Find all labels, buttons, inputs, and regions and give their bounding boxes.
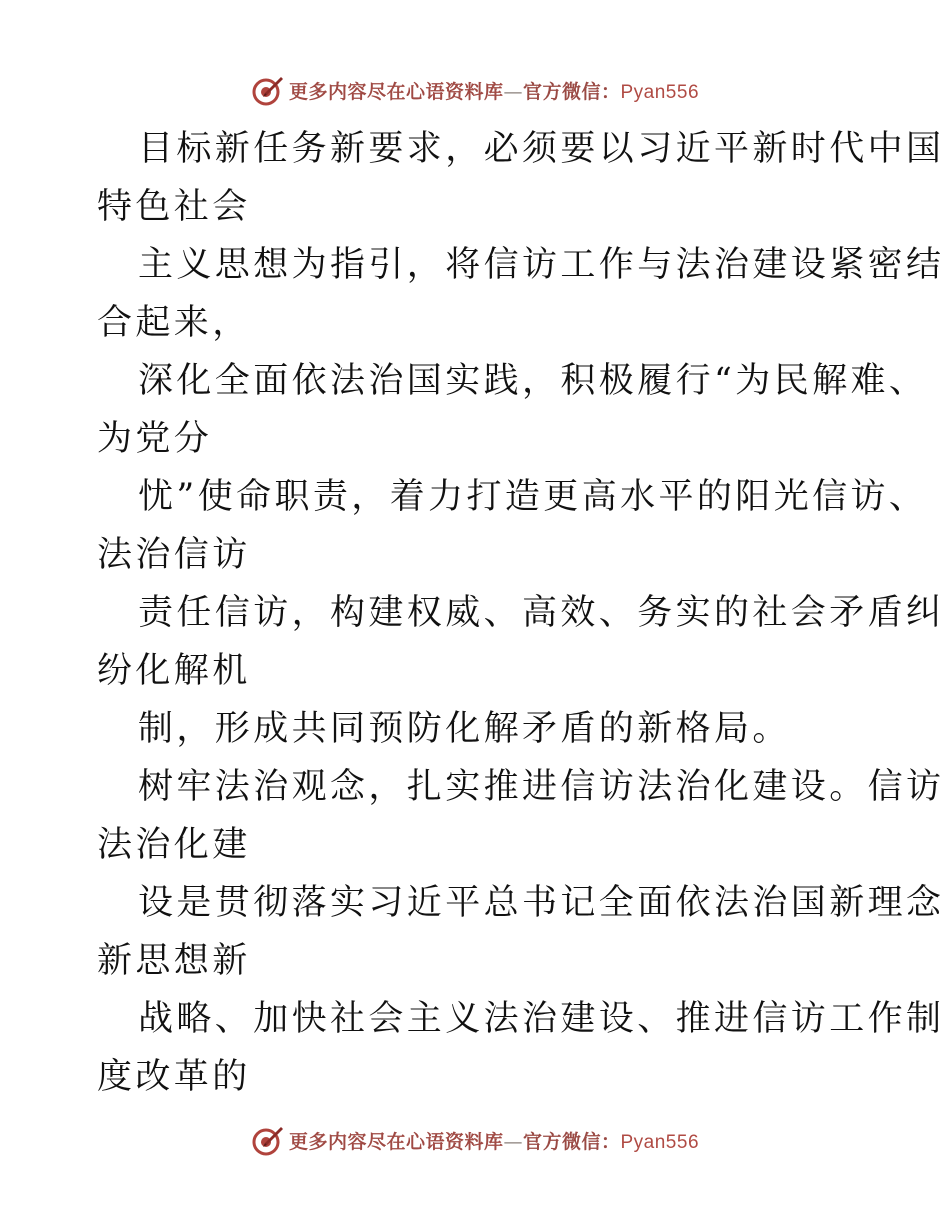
body-line: 特色社会 bbox=[97, 187, 251, 227]
body-line: 目标新任务新要求，必须要以习近平新时代中国 bbox=[138, 129, 945, 169]
banner-contact-id: Pyan556 bbox=[620, 1131, 700, 1153]
body-line: 设是贯彻落实习近平总书记全面依法治国新理念 bbox=[138, 883, 945, 923]
banner-link-text[interactable]: 更多内容尽在心语资料库 bbox=[288, 80, 504, 103]
body-line: 主义思想为指引，将信访工作与法治建设紧密结 bbox=[138, 245, 945, 285]
body-line: 合起来， bbox=[97, 303, 251, 343]
body-line: 战略、加快社会主义法治建设、推进信访工作制 bbox=[138, 999, 945, 1039]
body-line: 法治化建 bbox=[97, 825, 251, 865]
header-banner[interactable] bbox=[0, 70, 950, 110]
pen-logo-icon bbox=[251, 1123, 285, 1157]
body-line: 忧”使命职责，着力打造更高水平的阳光信访、 bbox=[138, 477, 928, 517]
body-line: 树牢法治观念，扎实推进信访法治化建设。信访 bbox=[138, 767, 945, 807]
pen-logo-icon bbox=[251, 73, 285, 107]
body-line: 新思想新 bbox=[97, 941, 251, 981]
banner-contact-label: 官方微信： bbox=[522, 1130, 621, 1153]
banner-separator: — bbox=[503, 1130, 523, 1153]
body-line: 为党分 bbox=[97, 419, 213, 459]
banner-link-text[interactable]: 更多内容尽在心语资料库 bbox=[288, 1130, 504, 1153]
body-line: 责任信访，构建权威、高效、务实的社会矛盾纠 bbox=[138, 593, 945, 633]
body-line: 深化全面依法治国实践，积极履行“为民解难、 bbox=[138, 361, 928, 401]
banner-separator: — bbox=[503, 80, 523, 103]
footer-banner[interactable] bbox=[0, 1120, 950, 1160]
banner-contact-label: 官方微信： bbox=[522, 80, 621, 103]
body-line: 制，形成共同预防化解矛盾的新格局。 bbox=[138, 709, 791, 749]
banner-contact-id: Pyan556 bbox=[620, 81, 700, 103]
document-body bbox=[97, 120, 945, 1106]
body-line: 度改革的 bbox=[97, 1057, 251, 1097]
body-line: 纷化解机 bbox=[97, 651, 251, 691]
body-line: 法治信访 bbox=[97, 535, 251, 575]
